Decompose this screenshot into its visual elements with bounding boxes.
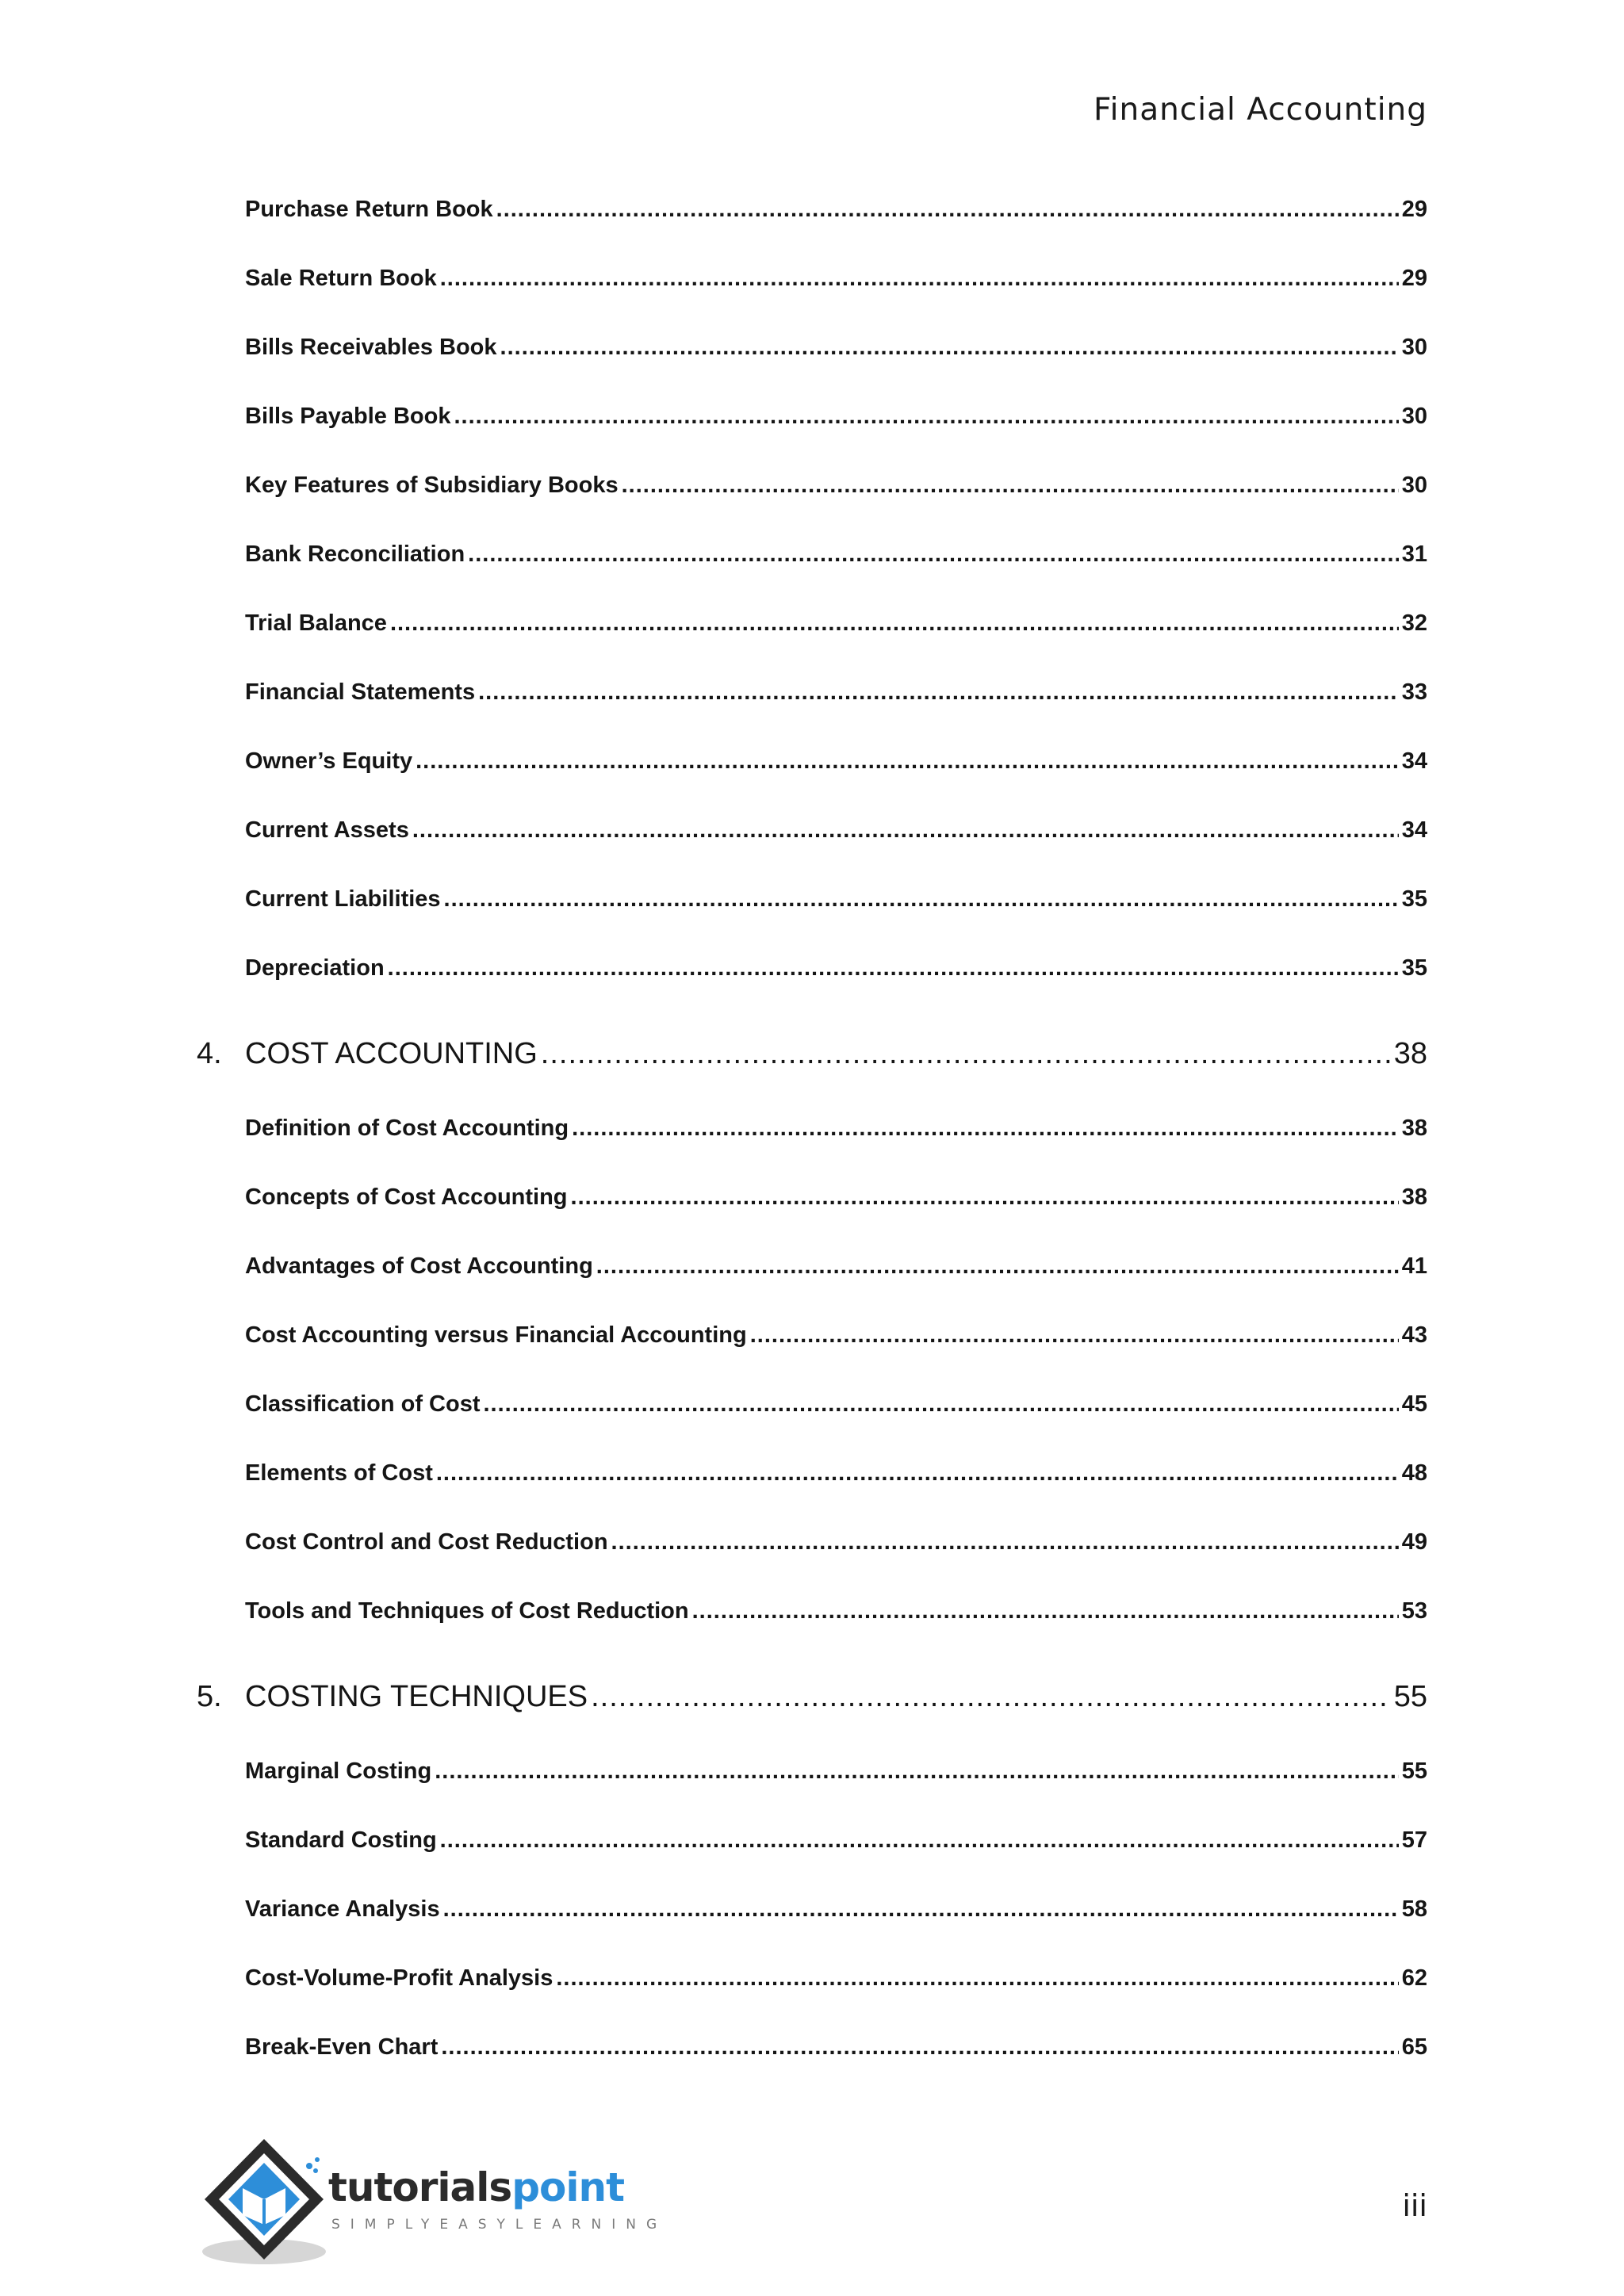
toc-entry-page: 55	[1401, 1758, 1427, 1784]
logo-word-tutorials: tutorials	[328, 2164, 512, 2210]
toc-chapter-5[interactable]	[197, 1680, 1427, 1714]
toc-entry-title: Purchase Return Book	[245, 197, 493, 222]
dot-leader	[500, 335, 1399, 361]
toc-entry[interactable]	[245, 266, 1427, 292]
running-header: Financial Accounting	[1094, 92, 1427, 128]
toc-entry-page: 45	[1401, 1391, 1427, 1417]
dot-leader	[572, 1115, 1399, 1142]
toc-entry[interactable]	[245, 1184, 1427, 1211]
logo-wordmark	[328, 2164, 624, 2210]
dot-leader	[454, 404, 1399, 430]
toc-entry-title: Key Features of Subsidiary Books	[245, 473, 619, 498]
toc-entry-page: 31	[1401, 541, 1427, 567]
toc-entry[interactable]	[245, 2034, 1427, 2061]
toc-entry[interactable]	[245, 541, 1427, 568]
toc-entry[interactable]	[245, 1758, 1427, 1785]
toc-entry[interactable]	[245, 1896, 1427, 1923]
toc-entry-page: 34	[1401, 748, 1427, 774]
chapter-page: 55	[1393, 1680, 1427, 1713]
toc-entry-page: 35	[1401, 886, 1427, 912]
toc-entry-page: 43	[1401, 1322, 1427, 1348]
toc-entry-title: Marginal Costing	[245, 1758, 432, 1784]
chapter-title: COST ACCOUNTING	[245, 1037, 538, 1070]
toc-entry[interactable]	[245, 1460, 1427, 1487]
toc-entry-title: Cost-Volume-Profit Analysis	[245, 1965, 553, 1991]
toc-entry[interactable]	[245, 1115, 1427, 1142]
toc-entry-page: 34	[1401, 817, 1427, 843]
dot-leader	[622, 473, 1399, 499]
dot-leader	[556, 1965, 1398, 1992]
toc-entry[interactable]	[245, 679, 1427, 706]
dot-leader	[596, 1253, 1399, 1280]
toc-entry[interactable]	[245, 955, 1427, 982]
toc-entry[interactable]	[245, 1965, 1427, 1992]
toc-entry-page: 62	[1401, 1965, 1427, 1991]
toc-entry-title: Concepts of Cost Accounting	[245, 1184, 568, 1210]
toc-entry-page: 58	[1401, 1896, 1427, 1922]
toc-entry[interactable]	[245, 1529, 1427, 1556]
dot-leader	[390, 610, 1399, 637]
toc-entry-page: 29	[1401, 266, 1427, 291]
toc-entry-page: 57	[1401, 1827, 1427, 1853]
dot-leader	[412, 817, 1399, 844]
toc-entry-title: Current Assets	[245, 817, 409, 843]
toc-entry-page: 38	[1401, 1115, 1427, 1141]
toc-entry-title: Elements of Cost	[245, 1460, 433, 1486]
toc-entry[interactable]	[245, 1322, 1427, 1349]
toc-entry-page: 48	[1401, 1460, 1427, 1486]
dot-leader	[468, 541, 1399, 568]
toc-entry-title: Cost Accounting versus Financial Accounting	[245, 1322, 747, 1348]
toc-entry-title: Advantages of Cost Accounting	[245, 1253, 593, 1279]
page-number: iii	[1402, 2188, 1427, 2223]
toc-entry-page: 41	[1401, 1253, 1427, 1279]
dot-leader	[435, 1758, 1399, 1785]
dot-leader	[441, 2034, 1398, 2061]
toc-entry-page: 30	[1401, 335, 1427, 360]
dot-leader	[750, 1322, 1399, 1349]
toc-entry-title: Bank Reconciliation	[245, 541, 465, 567]
chapter-number: 5.	[197, 1680, 222, 1713]
toc-entry-title: Classification of Cost	[245, 1391, 481, 1417]
toc-entry[interactable]	[245, 817, 1427, 844]
toc-entry-title: Bills Payable Book	[245, 404, 451, 429]
logo-word-point: point	[511, 2164, 624, 2210]
toc-entry[interactable]	[245, 1253, 1427, 1280]
chapter-number: 4.	[197, 1037, 222, 1070]
toc-entry-title: Owner’s Equity	[245, 748, 413, 774]
dot-leader	[443, 1896, 1399, 1923]
dot-leader	[591, 1680, 1391, 1714]
toc-entry[interactable]	[245, 610, 1427, 637]
toc-entry-title: Break-Even Chart	[245, 2034, 439, 2060]
toc-entry-title: Cost Control and Cost Reduction	[245, 1529, 608, 1555]
toc-entry[interactable]	[245, 335, 1427, 361]
dot-leader	[496, 197, 1399, 223]
toc-entry[interactable]	[245, 748, 1427, 775]
toc-entry[interactable]	[245, 1827, 1427, 1854]
toc-entry-title: Financial Statements	[245, 679, 476, 705]
toc-entry-title: Bills Receivables Book	[245, 335, 497, 360]
dot-leader	[440, 1827, 1399, 1854]
toc-entry-title: Trial Balance	[245, 610, 387, 636]
toc-entry-title: Variance Analysis	[245, 1896, 440, 1922]
toc-entry-page: 35	[1401, 955, 1427, 981]
logo-emblem-icon	[197, 2133, 331, 2275]
dot-leader	[484, 1391, 1399, 1418]
toc-entry-page: 30	[1401, 404, 1427, 429]
dot-leader	[692, 1598, 1399, 1624]
dot-leader	[444, 886, 1399, 913]
tutorialspoint-logo	[197, 2133, 668, 2275]
toc-entry[interactable]	[245, 886, 1427, 913]
toc-entry-page: 38	[1401, 1184, 1427, 1210]
toc-entry[interactable]	[245, 197, 1427, 223]
dot-leader	[478, 679, 1399, 706]
dot-leader	[611, 1529, 1399, 1556]
chapter-page: 38	[1393, 1037, 1427, 1070]
toc-entry-page: 33	[1401, 679, 1427, 705]
toc-entry[interactable]	[245, 1391, 1427, 1418]
toc-entry-page: 30	[1401, 473, 1427, 498]
toc-entry-page: 53	[1401, 1598, 1427, 1624]
toc-entry-title: Depreciation	[245, 955, 385, 981]
toc-entry[interactable]	[245, 404, 1427, 430]
toc-entry-title: Definition of Cost Accounting	[245, 1115, 569, 1141]
toc-entry[interactable]	[245, 1598, 1427, 1624]
toc-entry-page: 49	[1401, 1529, 1427, 1555]
logo-tagline: SIMPLYEASYLEARNING	[331, 2217, 668, 2233]
dot-leader	[541, 1037, 1391, 1071]
dot-leader	[416, 748, 1399, 775]
toc-entry-page: 29	[1401, 197, 1427, 222]
toc-entry-page: 65	[1401, 2034, 1427, 2060]
toc-entry-title: Standard Costing	[245, 1827, 437, 1853]
dot-leader	[436, 1460, 1399, 1487]
toc-entry-title: Tools and Techniques of Cost Reduction	[245, 1598, 689, 1624]
toc-chapter-4[interactable]	[197, 1037, 1427, 1071]
toc-entry-title: Sale Return Book	[245, 266, 437, 291]
dot-leader	[388, 955, 1399, 982]
toc-entry-page: 32	[1401, 610, 1427, 636]
chapter-title: COSTING TECHNIQUES	[245, 1680, 588, 1713]
dot-leader	[440, 266, 1399, 292]
dot-leader	[571, 1184, 1399, 1211]
toc-entry-title: Current Liabilities	[245, 886, 441, 912]
toc-entry[interactable]	[245, 473, 1427, 499]
